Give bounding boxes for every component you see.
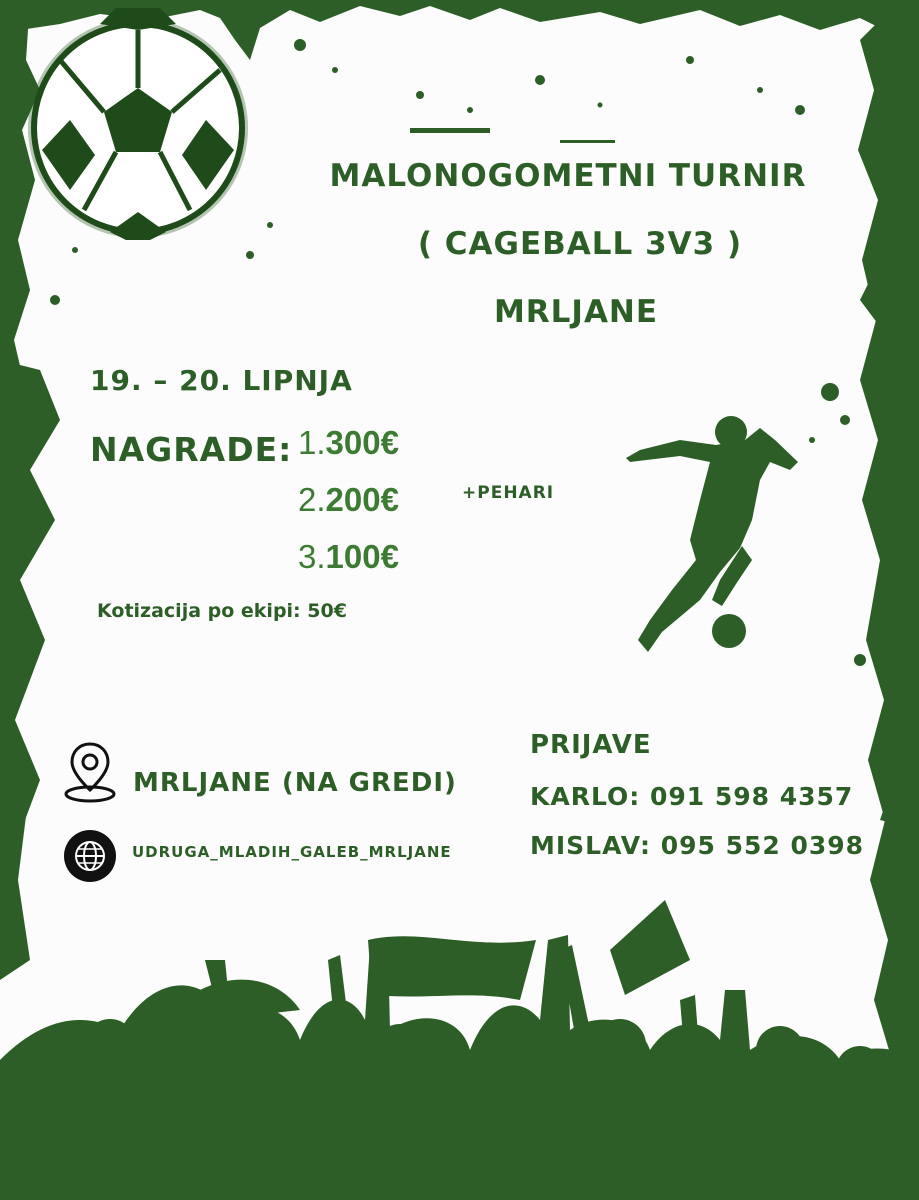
crowd-silhouette xyxy=(0,900,919,1200)
soccer-ball-graphic xyxy=(28,8,248,240)
prize-3 xyxy=(298,538,399,576)
prize-2-amount: 200€ xyxy=(325,481,399,518)
prizes-extra: +PEHARI xyxy=(462,483,555,503)
entry-fee: Kotizacija po ekipi: 50€ xyxy=(97,600,347,622)
prize-3-rank: 3. xyxy=(298,538,326,575)
globe-icon xyxy=(62,828,118,884)
prize-3-amount: 100€ xyxy=(325,538,399,575)
location-pin-icon xyxy=(62,738,118,804)
player-silhouette xyxy=(626,416,798,652)
title-line-2: ( CAGEBALL 3V3 ) xyxy=(417,226,743,262)
location-text: MRLJANE (NA GREDI) xyxy=(133,768,457,798)
prize-1 xyxy=(298,424,399,462)
contact-karlo: KARLO: 091 598 4357 xyxy=(530,782,854,811)
prize-1-amount: 300€ xyxy=(325,424,399,461)
event-date: 19. – 20. LIPNJA xyxy=(90,364,353,397)
prize-1-rank: 1. xyxy=(298,424,326,461)
social-handle: UDRUGA_MLADIH_GALEB_MRLJANE xyxy=(132,843,452,861)
registration-heading: PRIJAVE xyxy=(530,730,652,760)
contact-mislav: MISLAV: 095 552 0398 xyxy=(530,831,865,860)
prizes-label: NAGRADE: xyxy=(90,430,293,469)
prize-2 xyxy=(298,481,399,519)
title-line-1: MALONOGOMETNI TURNIR xyxy=(329,158,807,194)
title-line-3: MRLJANE xyxy=(493,294,659,330)
prize-2-rank: 2. xyxy=(298,481,326,518)
